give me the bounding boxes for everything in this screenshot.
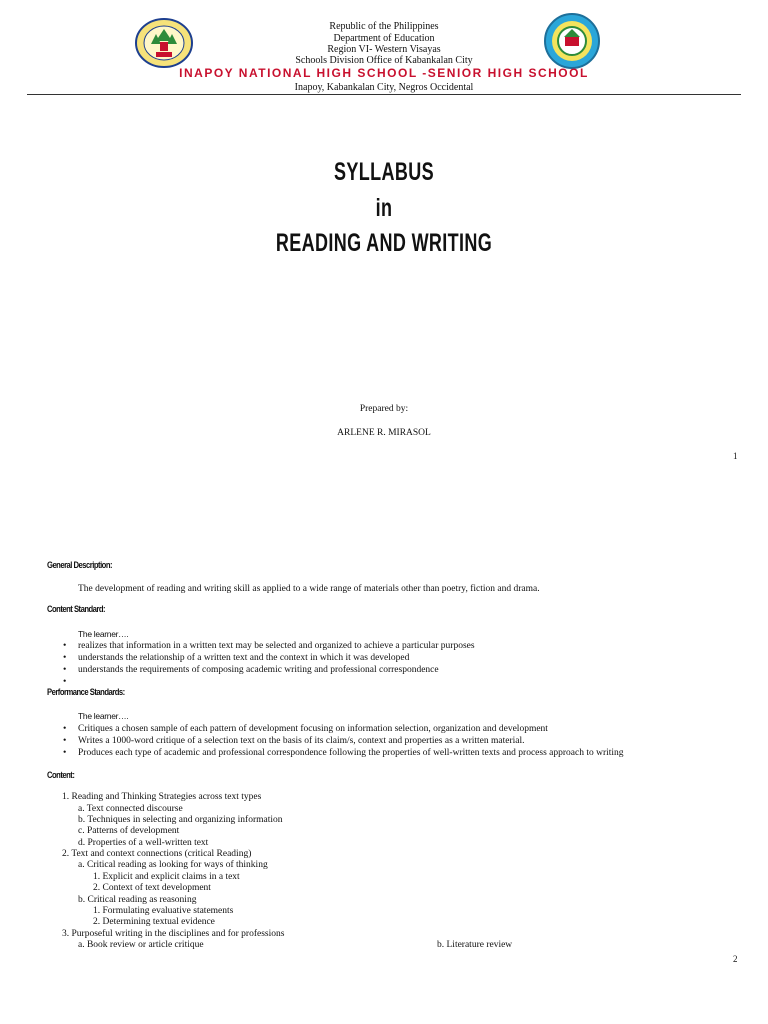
content-standard-intro: The learner…. (78, 629, 129, 639)
performance-heading: Performance Standards: (47, 687, 125, 697)
content-standard-bullet: • understands the relationship of a written text and the context in which it was developed (78, 652, 409, 664)
title-line-2: in (375, 194, 393, 222)
performance-bullet: • Produces each type of academic and professional correspondence following the properties of well-written texts and process approach to writing (78, 747, 624, 759)
header-line-3: Region VI- Western Visayas (327, 44, 441, 55)
content-item: c. Patterns of development (78, 826, 180, 836)
content-heading: Content: (47, 770, 75, 780)
content-item: a. Text connected discourse (78, 804, 183, 814)
header-line-2: Department of Education (333, 33, 435, 44)
content-item: a. Critical reading as looking for ways of thinking (78, 860, 268, 870)
title-line-1: SYLLABUS (334, 158, 434, 186)
content-item: d. Properties of a well-written text (78, 838, 209, 848)
prepared-label: Prepared by: (359, 404, 409, 414)
header-divider (27, 94, 741, 95)
content-standard-heading: Content Standard: (47, 604, 106, 614)
content-item: 1. Reading and Thinking Strategies across text types (62, 792, 262, 802)
content-item: 2. Text and context connections (critical Reading) (62, 849, 252, 859)
prepared-name: ARLENE R. MIRASOL (337, 428, 431, 438)
title-line-3: READING AND WRITING (275, 229, 493, 257)
content-item: b. Literature review (437, 940, 513, 950)
general-text: The development of reading and writing skill as applied to a wide range of materials other than poetry, fiction and drama. (78, 584, 540, 594)
content-item: b. Critical reading as reasoning (78, 895, 197, 905)
content-item: 2. Context of text development (93, 883, 211, 893)
general-heading: General Description: (47, 560, 113, 570)
header-line-1: Republic of the Philippines (329, 21, 439, 32)
page-number-1: 1 (733, 451, 738, 461)
school-name: INAPOY NATIONAL HIGH SCHOOL -SENIOR HIGH SCHOOL (179, 66, 589, 80)
content-item: 2. Determining textual evidence (93, 917, 215, 927)
content-item: 1. Explicit and explicit claims in a text (93, 872, 240, 882)
content-standard-bullet: • understands the requirements of composing academic writing and professional correspondence (78, 664, 439, 676)
page-number-2: 2 (733, 954, 738, 964)
content-item: b. Techniques in selecting and organizing information (78, 815, 283, 825)
content-item: a. Book review or article critique (78, 940, 204, 950)
performance-intro: The learner…. (78, 711, 129, 721)
performance-bullet: • Writes a 1000-word critique of a selection text on the basis of its claim/s, context and properties as a written material. (78, 735, 525, 747)
school-address: Inapoy, Kabankalan City, Negros Occidental (294, 82, 474, 93)
content-item: 1. Formulating evaluative statements (93, 906, 234, 916)
content-item: 3. Purposeful writing in the disciplines and for professions (62, 929, 285, 939)
content-standard-bullet: • realizes that information in a written text may be selected and organized to achieve a particular purposes (78, 640, 475, 652)
header-line-4: Schools Division Office of Kabankalan City (295, 55, 473, 66)
performance-bullet: • Critiques a chosen sample of each pattern of development focusing on information selection, organization and development (78, 723, 548, 735)
